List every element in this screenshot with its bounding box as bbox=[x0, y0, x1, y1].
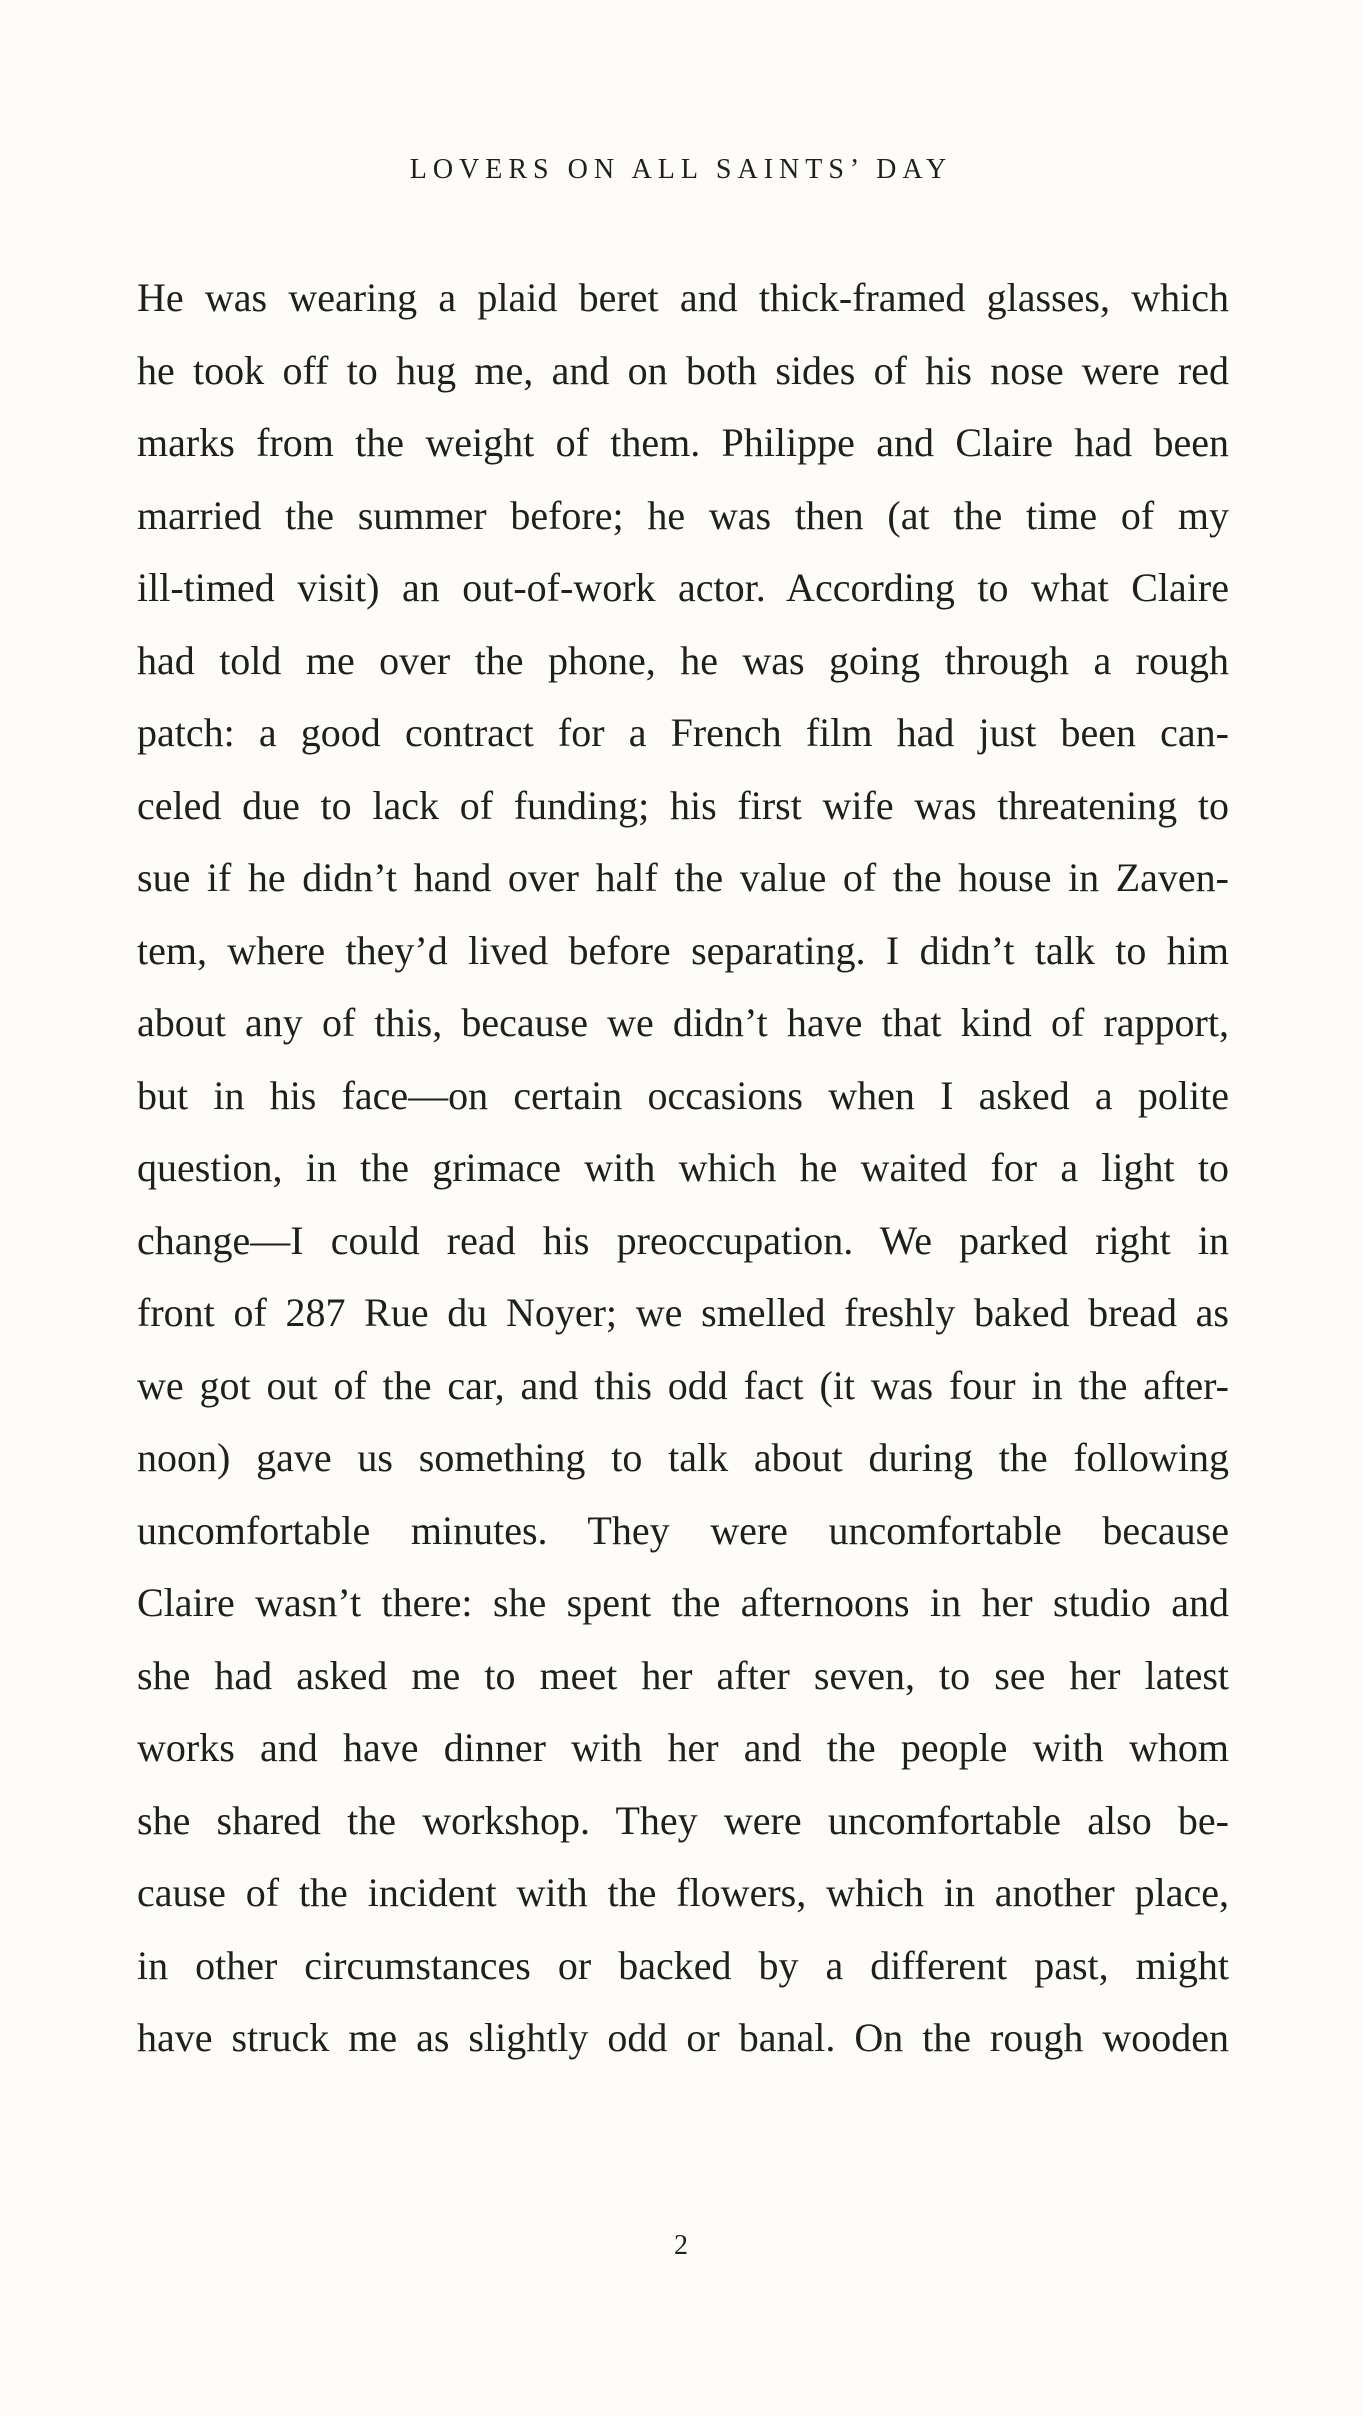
text-line: noon) gave us something to talk about during the following bbox=[137, 1435, 1229, 1480]
text-line: had told me over the phone, he was going through a rough bbox=[137, 637, 1229, 683]
text-line: but in his face—on certain occasions when I asked a polite bbox=[137, 1072, 1229, 1118]
text-line: in other circumstances or backed by a different past, might bbox=[137, 1942, 1229, 1988]
text-line: He was wearing a plaid beret and thick-framed glasses, which bbox=[137, 275, 1229, 320]
text-line: ill-timed visit) an out-of-work actor. According to what Claire bbox=[137, 565, 1229, 610]
page-number: 2 bbox=[674, 2230, 688, 2261]
text-line: works and have dinner with her and the people with whom bbox=[137, 1725, 1229, 1770]
text-line: tem, where they’d lived before separating. I didn’t talk to him bbox=[137, 927, 1229, 973]
text-line: she had asked me to meet her after seven, to see her latest bbox=[137, 1652, 1229, 1698]
text-line: celed due to lack of funding; his first wife was threatening to bbox=[137, 782, 1229, 828]
text-line: she shared the workshop. They were uncomfortable also be- bbox=[137, 1797, 1229, 1843]
text-line: question, in the grimace with which he waited for a light to bbox=[137, 1145, 1229, 1190]
text-line: married the summer before; he was then (at the time of my bbox=[137, 492, 1229, 538]
text-line: sue if he didn’t hand over half the value of the house in Zaven- bbox=[137, 855, 1229, 900]
text-line: change—I could read his preoccupation. We parked right in bbox=[137, 1217, 1229, 1263]
text-line: we got out of the car, and this odd fact (it was four in the after- bbox=[137, 1362, 1229, 1408]
text-line: marks from the weight of them. Philippe and Claire had been bbox=[137, 420, 1229, 465]
text-line: he took off to hug me, and on both sides of his nose were red bbox=[137, 347, 1229, 393]
text-line: patch: a good contract for a French film had just been can- bbox=[137, 710, 1229, 755]
text-line: cause of the incident with the flowers, which in another place, bbox=[137, 1870, 1229, 1915]
text-line: about any of this, because we didn’t have that kind of rapport, bbox=[137, 1000, 1229, 1045]
text-line: front of 287 Rue du Noyer; we smelled freshly baked bread as bbox=[137, 1290, 1229, 1335]
text-line: have struck me as slightly odd or banal. On the rough wooden bbox=[137, 2015, 1229, 2060]
text-line: Claire wasn’t there: she spent the afternoons in her studio and bbox=[137, 1580, 1229, 1625]
running-head: LOVERS ON ALL SAINTS’ DAY bbox=[409, 154, 953, 185]
body-text bbox=[137, 262, 1229, 2075]
text-line: uncomfortable minutes. They were uncomfortable because bbox=[137, 1507, 1229, 1553]
